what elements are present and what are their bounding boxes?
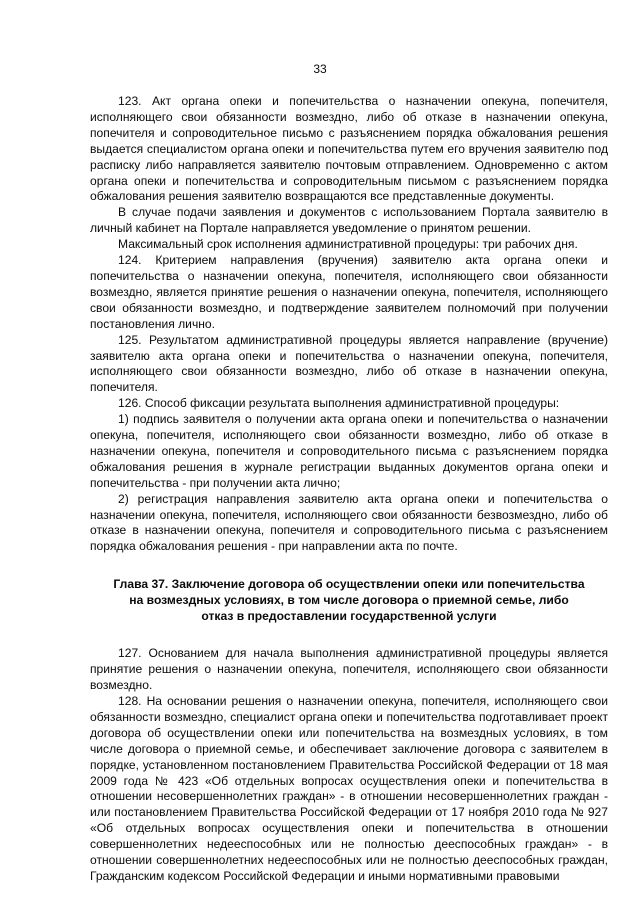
chapter-title-line: на возмездных условиях, в том числе договора о приемной семье, либо <box>129 593 569 608</box>
chapter-title-line: Глава 37. Заключение договора об осуществлении опеки или попечительства <box>113 577 585 592</box>
paragraph-max-term: Максимальный срок исполнения административной процедуры: три рабочих дня. <box>118 237 578 252</box>
list-item-1: 1) подпись заявителя о получении акта органа опеки и попечительства о назначении опекуна, попечителя, исполняющего свои обязанности возмездно, либо об отказе в назначении опекуна, попечителя и сопроводительного письма с разъяснением порядка обжалования решения в журнале регистрации выданных документов органа опеки и попечительства - при получении акта лично; <box>90 412 608 490</box>
paragraph-125: 125. Результатом административной процедуры является направление (вручение) заявителю акта органа опеки и попечительства о назначении опекуна, попечителя, исполняющего свои обязанности возмездно, либо об отказе в назначении опекуна, попечителя. <box>90 332 608 395</box>
paragraph-portal-notice: В случае подачи заявления и документов с использованием Портала заявителю в личный кабинет на Портале направляется уведомление о принятом решении. <box>90 205 608 236</box>
page-number: 33 <box>313 62 327 76</box>
paragraph-123: 123. Акт органа опеки и попечительства о назначении опекуна, попечителя, исполняющего свои обязанности возмездно, либо об отказе в назначении опекуна, попечителя и сопроводительное письмо с разъяснением порядка обжалования решения выдается специалистом органа опеки и попечительства путем его вручения заявителю под расписку либо направляется заявителю почтовым отправлением. Одновременно с актом органа опеки и попечительства и сопроводительным письмом с разъяснением порядка обжалования решения заявителю возвращаются все представленные документы. <box>90 94 608 204</box>
page-body <box>90 94 608 885</box>
chapter-title-line: отказ в предоставлении государственной услуги <box>201 609 497 624</box>
paragraph-128: 128. На основании решения о назначении опекуна, попечителя, исполняющего свои обязанности возмездно, специалист органа опеки и попечительства подготавливает проект договора об осуществлении опеки или попечительства на возмездных условиях, в том числе договора о приемной семье, и обеспечивает заключение договора с заявителем в порядке, установленном постановлением Правительства Российской Федерации от 18 мая 2009 года № 423 «Об отдельных вопросах осуществления опеки и попечительства в отношении несовершеннолетних граждан» - в отношении несовершеннолетних граждан - или постановлением Правительства Российской Федерации от 17 ноября 2010 года № 927 «Об отдельных вопросах осуществления опеки и попечительства в отношении совершеннолетних недееспособных или не полностью дееспособных граждан» - в отношении совершеннолетних недееспособных или не полностью дееспособных граждан, Гражданским кодексом Российской Федерации и иными нормативными правовыми <box>90 694 608 883</box>
list-item-2: 2) регистрация направления заявителю акта органа опеки и попечительства о назначении опекуна, попечителя, исполняющего свои обязанности безвозмездно, либо об отказе в назначении опекуна, попечителя и сопроводительного письма с разъяснением порядка обжалования решения - при направлении акта по почте. <box>90 491 608 554</box>
paragraph-126: 126. Способ фиксации результата выполнения административной процедуры: <box>118 396 560 411</box>
paragraph-127: 127. Основанием для начала выполнения административной процедуры является принятие решения о назначении опекуна, попечителя, исполняющего свои обязанности возмездно. <box>90 646 608 693</box>
chapter-heading <box>90 576 608 624</box>
paragraph-124: 124. Критерием направления (вручения) заявителю акта органа опеки и попечительства о назначении опекуна, попечителя, исполняющего свои обязанности возмездно, является принятие решения о назначении опекуна, попечителя, исполняющего свои обязанности возмездно, и подтверждение заявителем полномочий при получении постановления лично. <box>90 253 608 331</box>
